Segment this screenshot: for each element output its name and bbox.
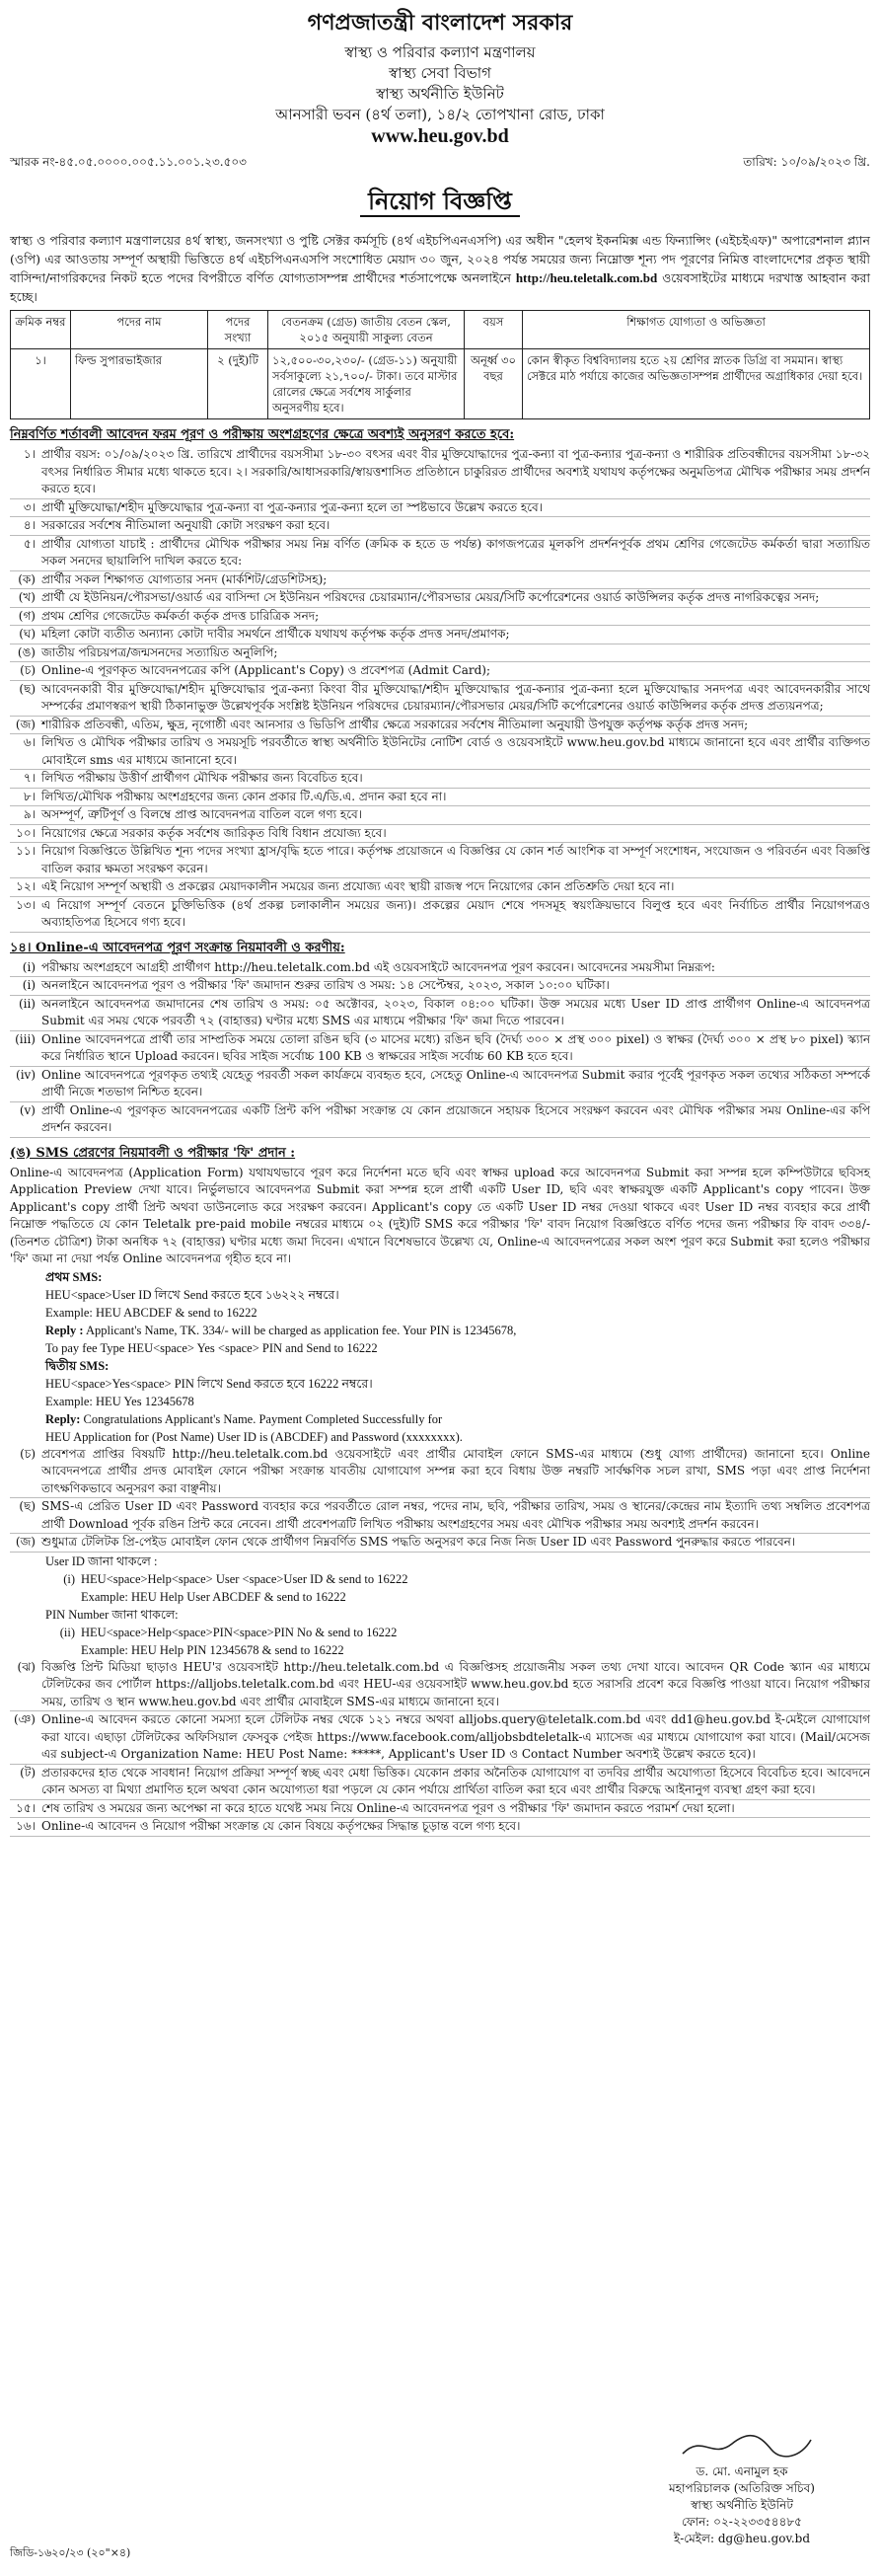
signature-mark xyxy=(643,2430,841,2463)
rules-heading: নিম্নবর্ণিত শর্তাবলী আবেদন ফরম পূরণ ও পরীক্ষায় অংশগ্রহণের ক্ষেত্রে অবশ্যই অনুসরণ করতে হবে: xyxy=(10,427,515,442)
rule-item xyxy=(10,662,870,681)
rule-number: ১০। xyxy=(16,825,36,840)
intro-paragraph: স্বাস্থ্য ও পরিবার কল্যাণ মন্ত্রণালয়ের ৪র্থ স্বাস্থ্য, জনসংখ্যা ও পুষ্টি সেক্টর কর্মসূচি (৪র্থ এইচপিএনএসপি) এর অধীন "হেলথ ইকনমিক্স এন্ড ফিন্যান্সিং (এইচইএফ)" অপারেশনাল প্ল্যান (ওপি) এর আওতায় সম্পূর্ণ অস্থায়ী ভিত্তিতে ৪র্থ এইচপিএনএসপি সংশোধিত মেয়াদ ৩০ জুন, ২০২৪ পর্যন্ত সময়ের জন্য নিম্নোক্ত শূন্য পদ পূরণের নিমিত্ত বাংলাদেশের প্রকৃত স্থায়ী বাসিন্দা/নাগরিকদের নিকট হতে পদের বিপরীতে বর্ণিত যোগ্যতাসম্পন্ন প্রার্থীদের শর্তসাপেক্ষে অনলাইনে http://heu.teletalk.com.bd ওয়েবসাইটের মাধ্যমে দরখাস্ত আহবান করা হচ্ছে। xyxy=(10,233,870,304)
uid-known-label: User ID জানা থাকলে : xyxy=(45,1553,158,1568)
rule-number: (iv) xyxy=(16,1067,36,1082)
rule-text: বিজ্ঞপ্তি প্রিন্ট মিডিয়া ছাড়াও HEU'র ওয়েবসাইট http://heu.teletalk.com.bd এ বিজ্ঞপ্তিসহ প্রয়োজনীয় সকল তথ্য দেখা যাবে। আবেদন QR Code স্ক্যান এর মাধ্যমে টেলিটকের জব পোর্টাল https://alljobs.teletalk.com.bd এবং HEU-এর ওয়েবসাইট www.heu.gov.bd হতে সরাসরি প্রবেশ করে বিজ্ঞপ্তি পাওয়া যাবে। নিয়োগ পরীক্ষার সময়, তারিখ ও স্থান www.heu.gov.bd এবং প্রার্থীর মোবাইলে SMS-এর মাধ্যমে জানানো হবে। xyxy=(41,1659,870,1708)
ministry-name: স্বাস্থ্য ও পরিবার কল্যাণ মন্ত্রণালয় xyxy=(344,43,536,61)
cell-pay: ১২,৫০০-৩০,২৩০/- (গ্রেড-১১) অনুযায়ী সর্বসাকুল্যে ২১,৭০০/- টাকা। তবে মাস্টার রোলের ক্ষেত্রে সর্বশেষ সার্কুলার অনুসরণীয় হবে। xyxy=(268,349,465,419)
rule-number: ১৩। xyxy=(16,897,36,912)
cell-qualification: কোন স্বীকৃত বিশ্ববিদ্যালয় হতে ২য় শ্রেণির স্নাতক ডিগ্রি বা সমমান। স্বাস্থ্য সেক্টরে মাঠ পর্যায়ে কাজের অভিজ্ঞতাসম্পন্ন প্রার্থীদের অগ্রাধিকার দেয়া হবে। xyxy=(523,349,870,419)
rule-item xyxy=(10,843,870,878)
rule-text: মহিলা কোটা ব্যতীত অন্যান্য কোটা দাবীর সমর্থনে প্রার্থীকে যথাযথ কর্তৃপক্ষ কর্তৃক প্রদত্ত সনদ/প্রমাণক; xyxy=(41,627,510,641)
rule-item xyxy=(10,770,870,789)
sms-heading: (ঙ) SMS প্রেরণের নিয়মাবলী ও পরীক্ষার 'ফি' প্রদান : xyxy=(10,1145,296,1161)
col-age: বয়স xyxy=(465,311,523,349)
online-heading: ১৪। Online-এ আবেদনপত্র পূরণ সংক্রান্ত নিয়মাবলী ও করণীয়: xyxy=(10,940,345,955)
first-sms-example: Example: HEU ABCDEF & send to 16222 xyxy=(45,1305,257,1320)
cell-age: অনূর্ধ্ব ৩০ বছর xyxy=(465,349,523,419)
rule-number: (ক) xyxy=(18,571,36,586)
col-count: পদের সংখ্যা xyxy=(208,311,268,349)
col-pay: বেতনক্রম (গ্রেড) জাতীয় বেতন স্কেল, ২০১৫ অনুযায়ী সাকুল্য বেতন xyxy=(268,311,465,349)
rule-item xyxy=(10,1659,870,1712)
recovery-instructions: User ID জানা থাকলে : (i) HEU<space>Help<space> User <space>User ID & send to 16222 Example: HEU Help User ABCDEF & send to 16222 PIN Number জানা থাকলে: (ii) HEU<space>Help<space>PIN<space>PIN No & send to 16222 Example: HEU Help PIN 12345678 & send to 16222 xyxy=(10,1553,870,1659)
letterhead xyxy=(10,6,870,148)
rule-item xyxy=(10,446,870,499)
rule-text: প্রথম শ্রেণির গেজেটেড কর্মকর্তা কর্তৃক প্রদত্ত চারিত্রিক সনদ; xyxy=(41,608,320,623)
rule-item xyxy=(10,1031,870,1067)
rule-number: (খ) xyxy=(18,590,36,604)
notice-page xyxy=(10,6,870,1837)
rule-number: (ঞ) xyxy=(13,1712,36,1726)
rule-text: জাতীয় পরিচয়পত্র/জন্মসনদের সত্যায়িত অনুলিপি; xyxy=(41,644,278,659)
rule-item xyxy=(10,681,870,717)
rule-number: (জ) xyxy=(15,717,36,731)
rule-text: SMS-এ প্রেরিত User ID এবং Password ব্যবহার করে পরবর্তীতে রোল নম্বর, পদের নাম, ছবি, পরীক্ষার তারিখ, সময় ও স্থানের/কেন্দ্রের নাম ইত্যাদি তথ্য সম্বলিত প্রবেশপত্র প্রার্থী Download পূর্বক রঙিন প্রিন্ট করে নেবেন। প্রার্থী প্রবেশপত্রটি লিখিত পরীক্ষায় অংশগ্রহণের সময় এবং মৌখিক পরীক্ষার সময় অবশ্যই প্রদর্শন করবেন। xyxy=(41,1499,870,1531)
second-sms-command: HEU<space>Yes<space> PIN লিখে Send করতে হবে 16222 নম্বরে। xyxy=(45,1376,373,1391)
rule-text: অসম্পূর্ণ, ত্রুটিপূর্ণ ও বিলম্বে প্রাপ্ত আবেদনপত্র বাতিল বলে গণ্য হবে। xyxy=(41,807,363,821)
final-rules-list xyxy=(10,1659,870,1837)
rule-text: আবেদনকারী বীর মুক্তিযোদ্ধা/শহীদ মুক্তিযোদ্ধার পুত্র-কন্যা কিংবা বীর মুক্তিযোদ্ধা/শহীদ মুক্তিযোদ্ধার পুত্র-কন্যার পুত্র-কন্যা হলে মুক্তিযোদ্ধার সনদপত্র এবং আবেদনকারীর সাথে সম্পর্কের প্রমাণস্বরূপ স্থায়ী ঠিকানাভুক্ত উল্লেখপূর্বক সংশ্লিষ্ট ইউনিয়ন পরিষদের চেয়ারম্যান/পৌরসভার মেয়র/সিটি কর্পোরেশনের ওয়ার্ড কাউন্সিলর কর্তৃক প্রদত্ত প্রত্যয়নপত্র; xyxy=(41,681,870,713)
govt-title: গণপ্রজাতন্ত্রী বাংলাদেশ সরকার xyxy=(307,10,573,36)
rule-number: (ছ) xyxy=(19,1499,36,1513)
cell-count: ২ (দুই)টি xyxy=(208,349,268,419)
reply2-label: Reply: xyxy=(45,1411,81,1426)
rule-text: নিয়োগের ক্ষেত্রে সরকার কর্তৃক সর্বশেষ জারিকৃত বিধি বিধান প্রযোজ্য হবে। xyxy=(41,825,387,840)
rule-number: ৪। xyxy=(23,518,36,532)
rule-number: (গ) xyxy=(18,608,36,623)
signatory-email[interactable]: ই-মেইল: dg@heu.gov.bd xyxy=(673,2532,811,2545)
rule-text: এই নিয়োগ সম্পূর্ণ অস্থায়ী ও প্রকল্পের মেয়াদকালীন সময়ের জন্য প্রযোজ্য এবং স্থায়ী রাজস্ব পদে নিয়োগের কোন প্রতিশ্রুতি দেয়া হবে না। xyxy=(41,879,675,893)
rule-number: (ঝ) xyxy=(17,1659,36,1674)
rule-number: (চ) xyxy=(20,1446,36,1461)
table-row xyxy=(11,349,870,419)
sms-intro: Online-এ আবেদনপত্র (Application Form) যথাযথভাবে পূরণ করে নির্দেশনা মতে ছবি এবং স্বাক্ষর upload করে আবেদনপত্র Submit করা সম্পন্ন হলে কম্পিউটারে ছবিসহ Application Preview দেখা যাবে। নির্ভুলভাবে আবেদনপত্র Submit করা সম্পন্ন হলে প্রার্থী একটি User ID, ছবি এবং স্বাক্ষরযুক্ত একটি Applicant's copy পাবেন। উক্ত Applicant's copy প্রার্থী প্রিন্ট অথবা ডাউনলোড করে সংরক্ষণ করবেন। Applicant's copy তে একটি User ID নম্বর দেওয়া থাকবে এবং User ID নম্বর ব্যবহার করে প্রার্থী নিম্নোক্ত পদ্ধতিতে যে কোন Teletalk pre-paid mobile নম্বরের মাধ্যমে ০২ (দুই)টি SMS করে পরীক্ষার 'ফি' বাবদ নিয়োগ বিজ্ঞপ্তিতে বর্ণিত পদের জন্য পরীক্ষার ফি বাবদ ৩৩৪/- (তিনশত চৌত্রিশ) টাকা অনধিক ৭২ (বাহাত্তর) ঘণ্টার মধ্যে জমা দিবেন। এখানে বিশেষভাবে উল্লেখ্য যে, Online-এ আবেদনপত্রের সকল অংশ পূরণ করে Submit করা হলেও পরীক্ষার 'ফি' জমা না দেয়া পর্যন্ত Online আবেদনপত্র গৃহীত হবে না। xyxy=(10,1165,870,1265)
reply1-label: Reply : xyxy=(45,1323,84,1337)
rule-text: শারীরিক প্রতিবন্ধী, এতিম, ক্ষুদ্র, নৃগোষ্ঠী এবং আনসার ও ভিডিপি প্রার্থীর ক্ষেত্রে সরকারের সর্বশেষ নীতিমালা অনুযায়ী উপযুক্ত কর্তৃপক্ষ কর্তৃক প্রদত্ত সনদ; xyxy=(41,717,749,731)
rule-text: প্রার্থীর সকল শিক্ষাগত যোগ্যতার সনদ (মার্কশিট/গ্রেডশিটসহ); xyxy=(41,571,328,586)
rule-number: (চ) xyxy=(20,663,36,677)
rule-number: ১। xyxy=(23,447,36,461)
recovery-uid-command: HEU<space>Help<space> User <space>User ID & send to 16222 xyxy=(81,1571,408,1586)
rule-item xyxy=(10,734,870,770)
rule-number: ৯। xyxy=(23,807,36,821)
rule-number: (ঙ) xyxy=(17,644,36,659)
rule-item xyxy=(10,644,870,663)
rule-number: (ii) xyxy=(18,996,36,1011)
signatory-phone: ফোন: ০২-২২৩৩৫৪৪৮৫ xyxy=(682,2515,802,2529)
table-header-row xyxy=(11,311,870,349)
rule-item xyxy=(10,959,870,978)
reply2-text-2: HEU Application for (Post Name) User ID is (ABCDEF) and Password (xxxxxxxx). xyxy=(45,1429,463,1444)
first-sms-label: প্রথম SMS: xyxy=(45,1269,103,1284)
apply-link[interactable]: http://heu.teletalk.com.bd xyxy=(515,270,658,285)
rule-text: Online-এ পূরণকৃত আবেদনপত্রের কপি (Applicant's Copy) ও প্রবেশপত্র (Admit Card); xyxy=(41,663,491,677)
signatory-designation: মহাপরিচালক (অতিরিক্ত সচিব) xyxy=(669,2481,815,2495)
notice-date: তারিখ: ১০/০৯/২০২৩ খ্রি. xyxy=(743,155,870,169)
pin-known-label: PIN Number জানা থাকলে: xyxy=(45,1607,179,1622)
rule-text: প্রার্থী মুক্তিযোদ্ধা/শহীদ মুক্তিযোদ্ধার পুত্র-কন্যা বা পুত্র-কন্যার পুত্র-কন্যা হলে তা স্পষ্টভাবে উল্লেখ করতে হবে। xyxy=(41,499,543,514)
rule-item xyxy=(10,1498,870,1534)
rule-item xyxy=(10,1818,870,1837)
rule-text: প্রার্থী যে ইউনিয়ন/পৌরসভা/ওয়ার্ড এর বাসিন্দা সে ইউনিয়ন পরিষদের চেয়ারম্যান/পৌরসভার মেয়র/সিটি কর্পোরেশনের ওয়ার্ড কাউন্সিলর কর্তৃক প্রদত্ত নাগরিকত্বের সনদ; xyxy=(41,590,820,604)
col-post: পদের নাম xyxy=(71,311,208,349)
rule-number: ১২। xyxy=(16,879,36,893)
reply1-text: Applicant's Name, TK. 334/- will be charged as application fee. Your PIN is 12345678, xyxy=(85,1323,517,1337)
rule-item xyxy=(10,1446,870,1499)
rule-text: প্রতারকদের হাত থেকে সাবধান! নিয়োগ প্রক্রিয়া সম্পূর্ণ স্বচ্ছ এবং মেধা ভিত্তিক। যেকোন প্রকার অনৈতিক যোগাযোগ বা তদবির প্রার্থীর অযোগ্যতা হিসেবে বিবেচিত হবে। আবেদনে কোন অসত্য বা মিথ্যা প্রমাণিত হলে অথবা কোন অযোগ্যতা ধরা পড়লে যে কোন পর্যায়ে প্রার্থিতা বাতিল করা হবে এবং প্রার্থীর বিরুদ্ধে আইনানুগ ব্যবস্থা গ্রহণ করা হবে। xyxy=(41,1765,870,1796)
rule-item xyxy=(10,878,870,897)
memo-number: স্মারক নং-৪৫.০৫.০০০০.০০৫.১১.০০১.২৩.৫০৩ xyxy=(10,155,247,169)
rule-number: (i) xyxy=(22,959,36,974)
rule-number: ৭। xyxy=(23,771,36,785)
rule-text: এ নিয়োগ সম্পূর্ণ বেতনে চুক্তিভিত্তিক (৪র্থ প্রকল্প চলাকালীন সময়ের জন্য)। প্রকল্পের মেয়াদ শেষে পদসমূহ স্বয়ংক্রিয়ভাবে বিলুপ্ত হবে এবং নির্বাচিত প্রার্থীর নিয়োগপত্রও অব্যাহতিপত্র হিসেবে গণ্য হবে। xyxy=(41,897,870,929)
rule-item xyxy=(10,1067,870,1102)
rule-item xyxy=(10,977,870,996)
second-sms-example: Example: HEU Yes 12345678 xyxy=(45,1394,194,1408)
rule-text: প্রার্থীর বয়স: ০১/০৯/২০২৩ খ্রি. তারিখে প্রার্থীদের বয়সসীমা ১৮-৩০ বৎসর এবং বীর মুক্তিযোদ্ধাদের পুত্র-কন্যা বা পুত্র-কন্যার পুত্র-কন্যা ও শারীরিক প্রতিবন্ধীদের বয়সসীমা ১৮-৩২ বৎসর নির্ধারিত সীমার মধ্যে থাকতে হবে। ২। সরকারি/আধাসরকারি/স্বায়ত্তশাসিত প্রতিষ্ঠানে চাকুরিরত প্রার্থীদের অবশ্যই যথাযথ কর্তৃপক্ষের অনুমতিপত্র মৌখিক পরীক্ষার সময় প্রদর্শন করতে হবে। xyxy=(41,447,870,495)
rule-number: (iii) xyxy=(15,1031,36,1046)
unit-name: স্বাস্থ্য অর্থনীতি ইউনিট xyxy=(376,85,504,103)
rule-text: Online আবেদনপত্রে পূরণকৃত তথ্যই যেহেতু পরবর্তী সকল কার্যক্রমে ব্যবহৃত হবে, সেহেতু Online-এ আবেদনপত্র Submit করার পূর্বেই পূরণকৃত সকল তথ্যের সঠিকতা সম্পর্কে প্রার্থী নিজে শতভাগ নিশ্চিত হবেন। xyxy=(41,1067,870,1099)
rule-text: প্রবেশপত্র প্রাপ্তির বিষয়টি http://heu.teletalk.com.bd ওয়েবসাইটে এবং প্রার্থীর মোবাইল ফোনে SMS-এর মাধ্যমে (শুধু যোগ্য প্রার্থীদের) জানানো হবে। Online আবেদনপত্রে প্রার্থীর প্রদত্ত মোবাইল ফোনে পরীক্ষা সংক্রান্ত যাবতীয় যোগাযোগ সম্পন্ন করা হবে বিধায় উক্ত নম্বরটি সার্বক্ষণিক সচল রাখা, SMS পড়া এবং প্রাপ্ত নির্দেশনা তাৎক্ষণিকভাবে অনুসরণ করা বাঞ্ছনীয়। xyxy=(41,1446,870,1495)
recovery-pin-example: Example: HEU Help PIN 12345678 & send to 16222 xyxy=(81,1642,344,1657)
rule-item xyxy=(10,1711,870,1765)
rule-item xyxy=(10,996,870,1031)
rule-number: ৮। xyxy=(23,789,36,803)
rule-item xyxy=(10,1765,870,1800)
rules-list xyxy=(10,446,870,933)
rule-text: প্রার্থীর যোগ্যতা যাচাই : প্রার্থীদের মৌখিক পরীক্ষার সময় নিম্ন বর্ণিত (ক্রমিক ক হতে ড পর্যন্ত) কাগজপত্রের মূলকপি প্রদর্শনপূর্বক প্রথম শ্রেণির গেজেটেড কর্মকর্তা দ্বারা সত্যায়িত সকল সনদের ছায়ালিপি দাখিল করতে হবে: xyxy=(41,536,870,568)
sms-instructions xyxy=(10,1268,870,1446)
col-qualification: শিক্ষাগত যোগ্যতা ও অভিজ্ঞতা xyxy=(523,311,870,349)
rule-text: লিখিত ও মৌখিক পরীক্ষার তারিখ ও সময়সূচি পরবর্তীতে স্বাস্থ্য অর্থনীতি ইউনিটের নোটিশ বোর্ড ও ওয়েবসাইটে www.heu.gov.bd মাধ্যমে জানানো হবে এবং প্রার্থীর ব্যক্তিগত মোবাইলে sms এর মাধ্যমে জানানো হবে। xyxy=(41,735,870,767)
rule-item xyxy=(10,717,870,735)
rule-item xyxy=(10,536,870,571)
rule-item xyxy=(10,825,870,844)
rule-text: অনলাইনে আবেদনপত্র জমাদানের শেষ তারিখ ও সময়: ০৫ অক্টোবর, ২০২৩, বিকাল ০৪:০০ ঘটিকা। উক্ত সময়ের মধ্যে User ID প্রাপ্ত প্রার্থীগণ Online-এ আবেদনপত্র Submit এর সময় থেকে পরবর্তী ৭২ (বাহাত্তর) ঘণ্টার মধ্যে SMS এর মাধ্যমে পরীক্ষার 'ফি' জমা দিতে পারবেন। xyxy=(41,996,870,1027)
reply1-text-2: To pay fee Type HEU<space> Yes <space> PIN and Send to 16222 xyxy=(45,1340,378,1355)
vacancy-table xyxy=(10,310,870,419)
rule-text: শেষ তারিখ ও সময়ের জন্য অপেক্ষা না করে হাতে যথেষ্ট সময় নিয়ে Online-এ আবেদনপত্র পূরণ ও পরীক্ষার 'ফি' জমাদান করতে পরামর্শ দেয়া হলো। xyxy=(41,1800,735,1815)
rule-text: লিখিত পরীক্ষায় উত্তীর্ণ প্রার্থীগণ মৌখিক পরীক্ষার জন্য বিবেচিত হবে। xyxy=(41,771,363,785)
cell-post: ফিল্ড সুপারভাইজার xyxy=(71,349,208,419)
footer xyxy=(10,2544,870,2563)
rule-number: (ঘ) xyxy=(19,627,36,641)
rule-item xyxy=(10,1800,870,1819)
online-rules-list xyxy=(10,959,870,1138)
rule-item xyxy=(10,897,870,933)
rule-item xyxy=(10,608,870,627)
rule-text: প্রার্থী Online-এ পূরণকৃত আবেদনপত্রের একটি প্রিন্ট কপি পরীক্ষা সংক্রান্ত যে কোন প্রয়োজনে সহায়ক হিসেবে সংরক্ষণ করবেন এবং মৌখিক পরীক্ষার সময় Online-এর কপি প্রদর্শন করবেন। xyxy=(41,1102,870,1134)
rule-number: (v) xyxy=(19,1102,36,1117)
second-sms-label: দ্বিতীয় SMS: xyxy=(45,1358,110,1373)
signatory-office: স্বাস্থ্য অর্থনীতি ইউনিট xyxy=(691,2498,793,2512)
rule-text: অনলাইনে আবেদনপত্র পূরণ ও পরীক্ষার 'ফি' জমাদান শুরুর তারিখ ও সময়: ১৪ সেপ্টেম্বর, ২০২৩, সকাল ১০:০০ ঘটিকা। xyxy=(41,978,610,992)
page-title: নিয়োগ বিজ্ঞপ্তি xyxy=(10,184,870,223)
recovery-uid-example: Example: HEU Help User ABCDEF & send to 16222 xyxy=(81,1589,346,1604)
rule-item xyxy=(10,806,870,825)
website-link[interactable]: www.heu.gov.bd xyxy=(371,125,509,147)
first-sms-command: HEU<space>User ID লিখে Send করতে হবে ১৬২২২ নম্বরে। xyxy=(45,1287,339,1302)
rule-number: ৫। xyxy=(23,536,36,551)
reply2-text: Congratulations Applicant's Name. Payment Completed Successfully for xyxy=(83,1411,443,1426)
rule-number: ৩। xyxy=(23,499,36,514)
rule-text: সরকারের সর্বশেষ নীতিমালা অনুযায়ী কোটা সংরক্ষণ করা হবে। xyxy=(41,518,330,532)
rule-item xyxy=(10,626,870,644)
rule-number: (ট) xyxy=(20,1765,36,1780)
reference-line xyxy=(10,154,870,174)
admit-card-rules xyxy=(10,1446,870,1553)
rule-text: শুধুমাত্র টেলিটক প্রি-পেইড মোবাইল ফোন থেকে প্রার্থীগণ নিম্নবর্ণিত SMS পদ্ধতি অনুসরণ করে নিজ নিজ User ID এবং Password পুনরুদ্ধার করতে পারবেন। xyxy=(41,1535,796,1549)
signature-block xyxy=(643,2430,841,2547)
rule-item xyxy=(10,589,870,608)
rule-number: (জ) xyxy=(15,1535,36,1549)
footer-code: জিডি-১৬২০/২৩ (২০"×৪) xyxy=(10,2546,131,2559)
rule-number: ১৬। xyxy=(16,1819,36,1833)
rule-number: (i) xyxy=(22,978,36,992)
rule-text: Online-এ আবেদন ও নিয়োগ পরীক্ষা সংক্রান্ত যে কোন বিষয়ে কর্তৃপক্ষের সিদ্ধান্ত চূড়ান্ত বলে গণ্য হবে। xyxy=(41,1819,521,1833)
rule-item xyxy=(10,789,870,807)
cell-serial: ১। xyxy=(11,349,71,419)
rule-text: নিয়োগ বিজ্ঞপ্তিতে উল্লিখিত শূন্য পদের সংখ্যা হ্রাস/বৃদ্ধি হতে পারে। কর্তৃপক্ষ প্রয়োজনে এ বিজ্ঞপ্তির যে কোন শর্ত আংশিক বা সম্পূর্ণ সংশোধন, সংযোজন ও পরিবর্তন এবং বিজ্ঞপ্তি বাতিল করার ক্ষমতা সংরক্ষণ করেন। xyxy=(41,844,870,875)
rule-number: ৬। xyxy=(23,735,36,749)
recovery-pin-command: HEU<space>Help<space>PIN<space>PIN No & send to 16222 xyxy=(81,1625,398,1639)
office-address: আনসারী ভবন (৪র্থ তলা), ১৪/২ তোপখানা রোড, ঢাকা xyxy=(275,106,605,123)
rule-text: Online আবেদনপত্রে প্রার্থী তার সাম্প্রতিক সময়ে তোলা রঙিন ছবি (৩ মাসের মধ্যে) রঙিন ছবি (দৈর্ঘ্য ৩০০ × প্রস্থ ৩০০ pixel) ও স্বাক্ষর (দৈর্ঘ্য ৩০০ × প্রস্থ ৮০ pixel) স্ক্যান করে নির্ধারিত স্থানে Upload করবেন। ছবির সাইজ সর্বোচ্চ 100 KB ও স্বাক্ষরের সাইজ সর্বোচ্চ 60 KB হতে হবে। xyxy=(41,1031,870,1063)
rule-text: পরীক্ষায় অংশগ্রহণে আগ্রহী প্রার্থীগণ http://heu.teletalk.com.bd এই ওয়েবসাইটে আবেদনপত্র পূরণ করবেন। আবেদনের সময়সীমা নিম্নরূপ: xyxy=(41,959,715,974)
rule-number: ১১। xyxy=(16,844,36,858)
rule-item xyxy=(10,1534,870,1553)
rule-number: (ছ) xyxy=(19,681,36,696)
rule-number: ১৫। xyxy=(16,1800,36,1815)
rule-item xyxy=(10,517,870,536)
col-serial: ক্রমিক নম্বর xyxy=(11,311,71,349)
rule-item xyxy=(10,499,870,518)
division-name: স্বাস্থ্য সেবা বিভাগ xyxy=(389,64,491,82)
rule-text: লিখিত/মৌখিক পরীক্ষায় অংশগ্রহণের জন্য কোন প্রকার টি.এ/ডি.এ. প্রদান করা হবে না। xyxy=(41,789,447,803)
rule-item xyxy=(10,1102,870,1138)
rule-text: Online-এ আবেদন করতে কোনো সমস্যা হলে টেলিটক নম্বর থেকে ১২১ নম্বরে অথবা alljobs.query@teletalk.com.bd এবং dd1@heu.gov.bd ই-মেইলে যোগাযোগ করা যাবে। এছাড়া টেলিটকের অফিসিয়াল ফেসবুক পেইজ https://www.facebook.com/alljobsbdteletalk-এ ম্যাসেজ এর মাধ্যমে যোগাযোগ করা যাবে। (Mail/মেসেজ এর subject-এ Organization Name: HEU Post Name: *****, Applicant's User ID ও Contact Number অবশ্যই উল্লেখ করতে হবে)। xyxy=(41,1712,870,1761)
rule-item xyxy=(10,571,870,590)
signatory-name: ড. মো. এনামুল হক xyxy=(696,2464,788,2478)
